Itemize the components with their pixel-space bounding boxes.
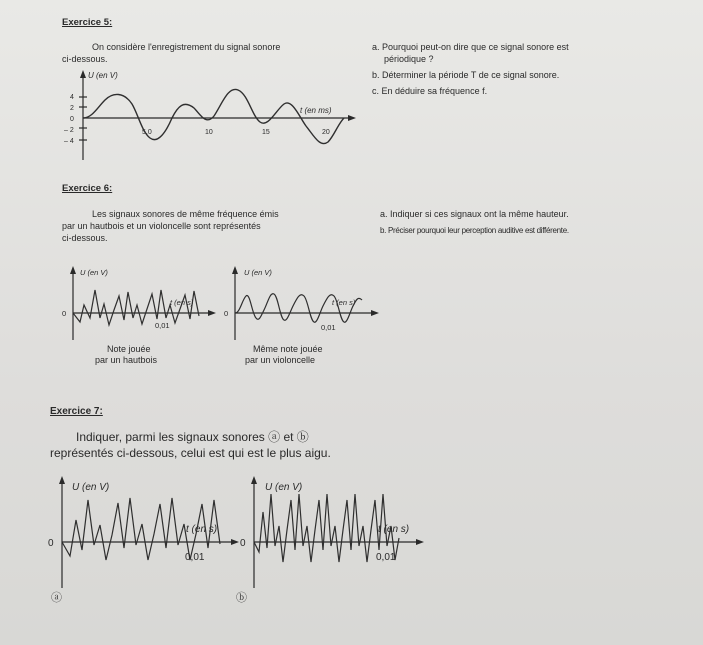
ex5-question-c: c. En déduire sa fréquence f.	[372, 86, 488, 96]
ex7-right-y-label: U (en V)	[265, 482, 303, 493]
ex7-intro-line1: Indiquer, parmi les signaux sonores ⓐ et ⓑ	[76, 430, 309, 444]
ex5-x-label: t (en ms)	[300, 106, 332, 115]
ex5-y-label: U (en V)	[88, 71, 118, 80]
ex5-y-tick-0: 0	[70, 116, 74, 123]
ex6-right-caption-line1: Même note jouée	[253, 344, 323, 354]
ex6-right-y-label: U (en V)	[244, 268, 272, 277]
ex7-badge-b-icon: ⓑ	[236, 592, 247, 604]
ex6-intro-line1: Les signaux sonores de même fréquence émis	[92, 209, 279, 219]
ex6-left-zero: 0	[62, 309, 67, 318]
ex7-right-x-arrow-icon	[416, 539, 424, 545]
ex6-right-zero: 0	[224, 309, 229, 318]
ex6-left-y-label: U (en V)	[80, 268, 108, 277]
ex5-title: Exercice 5:	[62, 17, 113, 28]
ex7-left-y-label: U (en V)	[72, 482, 110, 493]
ex5-x-tick-10: 10	[205, 129, 213, 136]
ex7-intro-line2: représentés ci-dessous, celui est qui est le plus aigu.	[50, 446, 331, 460]
ex5-question-a-line1: a. Pourquoi peut-on dire que ce signal sonore est	[372, 42, 569, 52]
ex5-x-tick-15: 15	[262, 129, 270, 136]
ex5-y-tick-m4: – 4	[64, 138, 74, 145]
ex5-intro-line2: ci-dessous.	[62, 54, 108, 64]
ex7-left-y-arrow-icon	[59, 476, 65, 484]
ex5-y-tick-m2: – 2	[64, 127, 74, 134]
ex6-right-tick: 0,01	[321, 323, 336, 332]
ex7-right-y-arrow-icon	[251, 476, 257, 484]
ex7-left-zero: 0	[48, 538, 54, 549]
ex7-left-x-arrow-icon	[231, 539, 239, 545]
ex5-intro-line1: On considère l'enregistrement du signal sonore	[92, 42, 281, 52]
ex7-right-x-label: t (en s)	[378, 524, 410, 535]
ex6-right-x-label: t (en s)	[332, 298, 356, 307]
ex6-left-x-label: t (en s)	[170, 298, 194, 307]
ex6-left-caption-line2: par un hautbois	[95, 355, 158, 365]
ex5-x-tick-5: 5,0	[142, 129, 152, 136]
ex6-intro-line3: ci-dessous.	[62, 233, 108, 243]
ex5-question-a-line2: périodique ?	[384, 54, 434, 64]
ex7-left-x-label: t (en s)	[186, 524, 218, 535]
ex7-title: Exercice 7:	[50, 406, 103, 417]
ex6-left-tick: 0,01	[155, 321, 170, 330]
ex6-question-a: a. Indiquer si ces signaux ont la même hauteur.	[380, 209, 569, 219]
ex7-left-tick: 0,01	[185, 552, 205, 563]
ex5-question-b: b. Déterminer la période T de ce signal sonore.	[372, 70, 560, 80]
ex7-right-zero: 0	[240, 538, 246, 549]
ex5-y-tick-4: 4	[70, 94, 74, 101]
ex5-y-tick-2: 2	[70, 105, 74, 112]
ex6-question-b: b. Préciser pourquoi leur perception auditive est différente.	[380, 226, 569, 235]
ex6-left-caption-line1: Note jouée	[107, 344, 151, 354]
ex6-right-caption-line2: par un violoncelle	[245, 355, 316, 365]
ex6-title: Exercice 6:	[62, 183, 113, 194]
ex5-x-tick-20: 20	[322, 129, 330, 136]
ex6-intro-line2: par un hautbois et un violoncelle sont représentés	[62, 221, 261, 231]
ex7-badge-a-icon: ⓐ	[51, 592, 62, 604]
ex7-right-tick: 0,01	[376, 552, 396, 563]
